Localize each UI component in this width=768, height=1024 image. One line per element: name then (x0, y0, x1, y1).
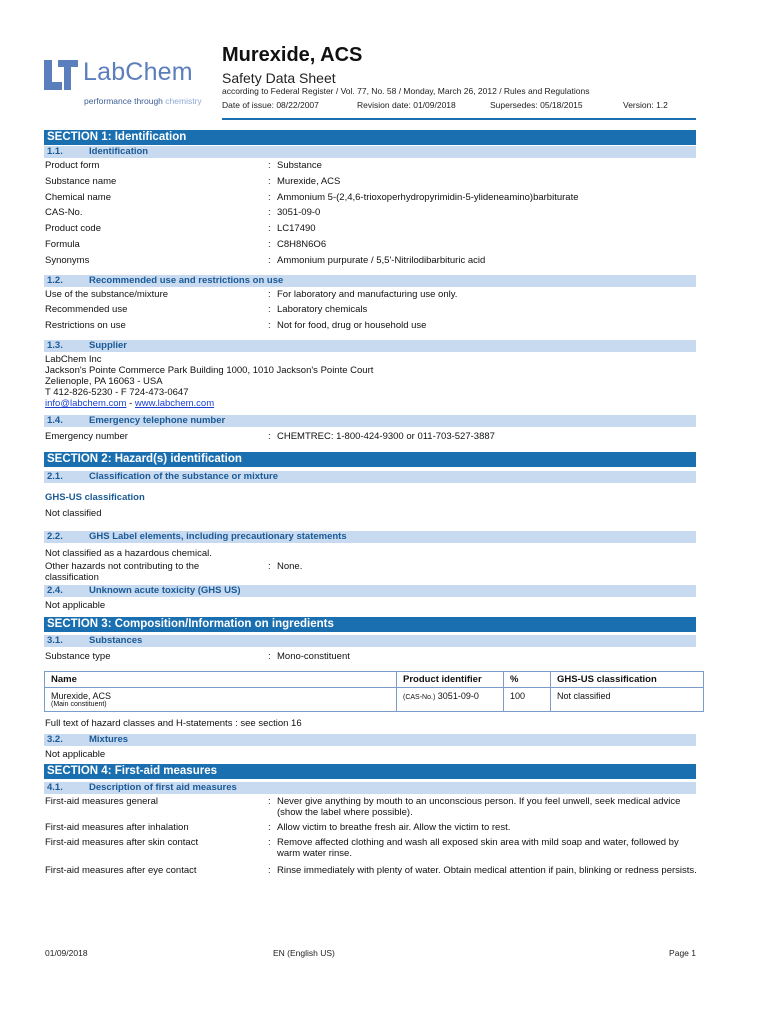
date-of-issue: Date of issue: 08/22/2007 (222, 100, 319, 110)
document-subtitle: Safety Data Sheet (222, 70, 336, 86)
supplier-name: LabChem Inc (45, 353, 102, 365)
ghs-us-value: Not classified (45, 507, 102, 519)
identification-row: Formula : C8H8N6O6 (45, 238, 327, 250)
first-aid-row: First-aid measures after eye contact : Rinse immediately with plenty of water. Obtain medical attention if pain, blinking or redness persists. (45, 865, 697, 877)
composition-table (44, 671, 704, 712)
subsection-1-4: 1.4. Emergency telephone number (44, 415, 696, 427)
first-aid-row: First-aid measures after inhalation : Allow victim to breathe fresh air. Allow the victim to rest. (45, 821, 511, 833)
subsection-1-2: 1.2. Recommended use and restrictions on use (44, 275, 696, 287)
subsection-1-3: 1.3. Supplier (44, 340, 696, 352)
other-hazards-row: Other hazards not contributing to the classification : None. (45, 560, 303, 583)
supplier-links: info@labchem.com - www.labchem.com (45, 397, 215, 409)
substance-type-row: Substance type : Mono-constituent (45, 650, 350, 662)
fulltext-note: Full text of hazard classes and H-statements : see section 16 (45, 717, 302, 729)
subsection-1-1: 1.1. Identification (44, 146, 696, 158)
identification-row: Substance name : Murexide, ACS (45, 175, 341, 187)
supplier-address: Jackson's Pointe Commerce Park Building 1000, 1010 Jackson's Pointe Court (45, 364, 374, 376)
subsection-3-1: 3.1. Substances (44, 635, 696, 647)
use-row: Restrictions on use : Not for food, drug or household use (45, 320, 427, 332)
table-row (45, 687, 704, 711)
identification-row: Product form : Substance (45, 160, 322, 171)
email-link[interactable]: info@labchem.com (45, 397, 127, 409)
col-percent: % (504, 671, 551, 687)
identification-row: Synonyms : Ammonium purpurate / 5,5'-Nitrilodibarbituric acid (45, 254, 486, 266)
document-title: Murexide, ACS (222, 44, 363, 66)
footer-date: 01/09/2018 (45, 948, 88, 958)
identification-list (44, 158, 696, 269)
use-row: Recommended use : Laboratory chemicals (45, 304, 368, 316)
website-link[interactable]: www.labchem.com (134, 397, 215, 409)
supplier-block (44, 354, 696, 409)
subsection-4-1: 4.1. Description of first aid measures (44, 782, 696, 794)
supersedes-date: Supersedes: 05/18/2015 (490, 100, 583, 110)
cell-percent: 100 (504, 687, 551, 711)
subsection-2-4: 2.4. Unknown acute toxicity (GHS US) (44, 585, 696, 597)
col-ghs-classification: GHS-US classification (551, 671, 704, 687)
supplier-city: Zelienople, PA 16063 - USA (45, 375, 163, 387)
version: Version: 1.2 (623, 100, 668, 110)
emergency-row: Emergency number : CHEMTREC: 1-800-424-9300 or 011-703-527-3887 (45, 430, 495, 442)
col-name: Name (45, 671, 397, 687)
header-divider (222, 118, 696, 120)
table-header-row (45, 671, 704, 687)
footer-page-number: Page 1 (669, 948, 696, 958)
hazard-statement: Not classified as a hazardous chemical. (45, 547, 212, 559)
labchem-logo-icon (44, 60, 78, 90)
first-aid-row: First-aid measures after skin contact : Remove affected clothing and wash all exposed skin area with mild soap and water, followed by warm water rinse. (45, 837, 679, 860)
identification-row: Chemical name : Ammonium 5-(2,4,6-trioxoperhydropyrimidin-5-ylideneamino)barbiturate (45, 191, 579, 203)
first-aid-row: First-aid measures general : Never give anything by mouth to an unconscious person. If you feel unwell, seek medical advice (show the label where possible). (45, 795, 681, 818)
footer-language: EN (English US) (273, 948, 335, 958)
revision-date: Revision date: 01/09/2018 (357, 100, 456, 110)
ghs-us-heading: GHS-US classification (45, 491, 145, 503)
cell-name: Murexide, ACS (Main constituent) (45, 687, 397, 711)
subsection-3-2: 3.2. Mixtures (44, 734, 696, 746)
identification-row: Product code : LC17490 (45, 223, 316, 235)
section-1-heading: SECTION 1: Identification (44, 130, 696, 145)
labchem-logo (44, 60, 219, 110)
section-3-heading: SECTION 3: Composition/Information on ingredients (44, 617, 696, 632)
section-4-heading: SECTION 4: First-aid measures (44, 764, 696, 779)
mixtures-value: Not applicable (45, 748, 106, 760)
identification-row: CAS-No. : 3051-09-0 (45, 207, 321, 219)
use-row: Use of the substance/mixture : For laboratory and manufacturing use only. (45, 288, 458, 300)
subsection-2-1: 2.1. Classification of the substance or mixture (44, 471, 696, 483)
acute-toxicity-value: Not applicable (45, 599, 106, 611)
supplier-phone: T 412-826-5230 - F 724-473-0647 (45, 386, 189, 398)
cell-identifier: (CAS-No.) 3051-09-0 (397, 687, 504, 711)
logo-text: LabChem (83, 58, 193, 86)
subsection-2-2: 2.2. GHS Label elements, including precautionary statements (44, 531, 696, 543)
regulation-reference: according to Federal Register / Vol. 77, No. 58 / Monday, March 26, 2012 / Rules and Regulations (222, 86, 590, 96)
cell-ghs: Not classified (551, 687, 704, 711)
section-2-heading: SECTION 2: Hazard(s) identification (44, 452, 696, 467)
sds-content (44, 130, 696, 879)
col-product-identifier: Product identifier (397, 671, 504, 687)
logo-tagline: performance through chemistry (84, 96, 202, 106)
